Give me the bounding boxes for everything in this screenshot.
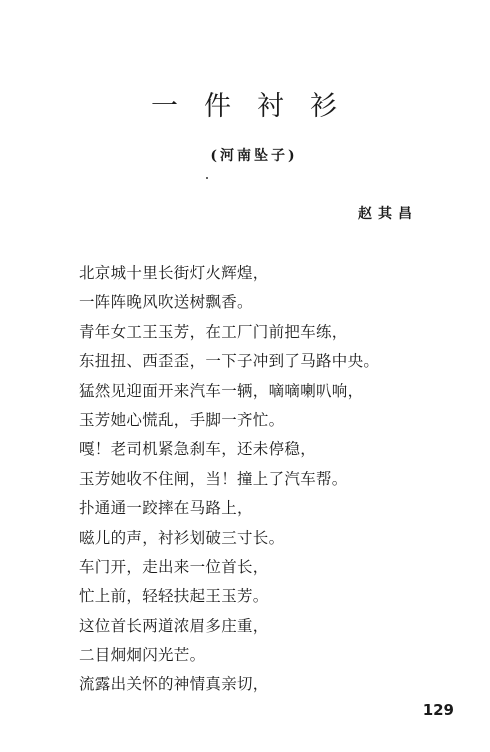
poem-line: 嘎！老司机紧急刹车，还未停稳， <box>79 440 317 459</box>
poem-line: 玉芳她收不住闸，当！撞上了汽车帮。 <box>79 469 348 488</box>
poem-line: 北京城十里长街灯火辉煌， <box>79 264 269 282</box>
poem-line: 猛然见迎面开来汽车一辆，嘀嘀喇叭响， <box>79 381 364 400</box>
poem-body <box>79 259 379 700</box>
poem-line: 这位首长两道浓眉多庄重， <box>79 616 269 635</box>
page-number: 129 <box>422 701 454 719</box>
print-speck <box>206 177 208 179</box>
poem-line: 扑通通一跤摔在马路上， <box>79 499 253 518</box>
poem-line: 二目炯炯闪光芒。 <box>79 646 206 665</box>
poem-subtitle: (河南坠子) <box>210 148 298 164</box>
poem-title: 一件衬衫 <box>151 91 363 122</box>
author-name: 赵其昌 <box>358 206 418 222</box>
poem-line: 青年女工王玉芳，在工厂门前把车练， <box>79 322 348 341</box>
poem-line: 嗞儿的声，衬衫划破三寸长。 <box>79 528 285 547</box>
poem-line: 一阵阵晚风吹送树飘香。 <box>79 293 253 312</box>
poem-line: 东扭扭、西歪歪，一下子冲到了马路中央。 <box>79 352 380 371</box>
poem-line: 忙上前，轻轻扶起王玉芳。 <box>79 587 269 606</box>
poem-line: 玉芳她心慌乱，手脚一齐忙。 <box>79 410 285 429</box>
poem-line: 流露出关怀的神情真亲切， <box>79 675 269 694</box>
poem-line: 车门开，走出来一位首长， <box>79 557 269 576</box>
